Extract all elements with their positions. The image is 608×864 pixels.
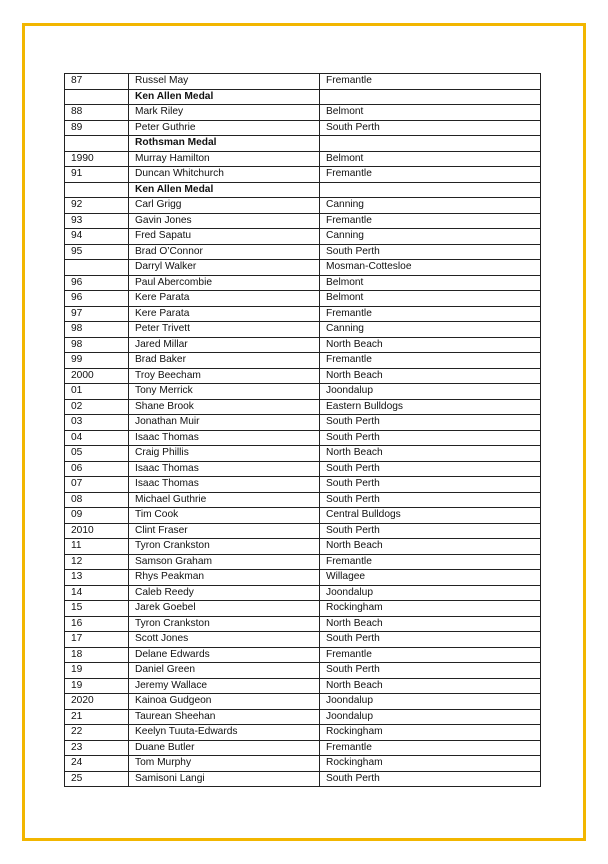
player-cell: Samson Graham [129, 554, 320, 570]
table-row [65, 399, 541, 415]
year-cell: 16 [65, 616, 129, 632]
club-cell: North Beach [320, 446, 541, 462]
club-cell: North Beach [320, 337, 541, 353]
table-row [65, 415, 541, 431]
year-cell: 15 [65, 601, 129, 617]
medal-heading-row [65, 136, 541, 152]
club-cell: Fremantle [320, 167, 541, 183]
club-cell: Mosman-Cottesloe [320, 260, 541, 276]
player-cell: Tim Cook [129, 508, 320, 524]
table-row [65, 740, 541, 756]
club-cell: Central Bulldogs [320, 508, 541, 524]
player-cell: Jonathan Muir [129, 415, 320, 431]
club-cell [320, 89, 541, 105]
year-cell: 19 [65, 678, 129, 694]
year-cell: 03 [65, 415, 129, 431]
table-row [65, 353, 541, 369]
player-cell: Isaac Thomas [129, 430, 320, 446]
year-cell: 89 [65, 120, 129, 136]
year-cell: 06 [65, 461, 129, 477]
medal-winners-table [64, 73, 541, 787]
club-cell: Rockingham [320, 725, 541, 741]
player-cell: Peter Trivett [129, 322, 320, 338]
player-cell: Tyron Crankston [129, 539, 320, 555]
table-row [65, 601, 541, 617]
table-row [65, 647, 541, 663]
player-cell: Rhys Peakman [129, 570, 320, 586]
year-cell: 21 [65, 709, 129, 725]
club-cell: Belmont [320, 291, 541, 307]
club-cell: Rockingham [320, 756, 541, 772]
club-cell [320, 182, 541, 198]
club-cell: South Perth [320, 120, 541, 136]
table-row [65, 244, 541, 260]
table-row [65, 508, 541, 524]
table-row [65, 709, 541, 725]
club-cell: Joondalup [320, 709, 541, 725]
table-row [65, 337, 541, 353]
year-cell: 05 [65, 446, 129, 462]
year-cell [65, 182, 129, 198]
club-cell: Canning [320, 198, 541, 214]
club-cell: South Perth [320, 492, 541, 508]
player-cell: Fred Sapatu [129, 229, 320, 245]
year-cell: 2010 [65, 523, 129, 539]
table-row [65, 492, 541, 508]
player-cell: Duncan Whitchurch [129, 167, 320, 183]
medal-heading-row [65, 182, 541, 198]
table-row [65, 771, 541, 787]
table-row [65, 523, 541, 539]
year-cell: 98 [65, 337, 129, 353]
player-cell: Clint Fraser [129, 523, 320, 539]
year-cell: 18 [65, 647, 129, 663]
club-cell: Fremantle [320, 740, 541, 756]
player-cell: Carl Grigg [129, 198, 320, 214]
club-cell: Belmont [320, 105, 541, 121]
table-row [65, 539, 541, 555]
club-cell: Fremantle [320, 213, 541, 229]
year-cell: 13 [65, 570, 129, 586]
player-cell: Brad Baker [129, 353, 320, 369]
table-row [65, 74, 541, 90]
year-cell: 93 [65, 213, 129, 229]
table-row [65, 570, 541, 586]
medal-heading: Ken Allen Medal [129, 89, 320, 105]
medal-heading: Rothsman Medal [129, 136, 320, 152]
club-cell: Willagee [320, 570, 541, 586]
player-cell: Murray Hamilton [129, 151, 320, 167]
table-row [65, 756, 541, 772]
player-cell: Daniel Green [129, 663, 320, 679]
club-cell: Fremantle [320, 554, 541, 570]
year-cell: 96 [65, 291, 129, 307]
player-cell: Tony Merrick [129, 384, 320, 400]
year-cell: 92 [65, 198, 129, 214]
medal-heading-row [65, 89, 541, 105]
table-row [65, 554, 541, 570]
club-cell: Belmont [320, 275, 541, 291]
year-cell: 17 [65, 632, 129, 648]
player-cell: Peter Guthrie [129, 120, 320, 136]
player-cell: Keelyn Tuuta-Edwards [129, 725, 320, 741]
year-cell: 09 [65, 508, 129, 524]
year-cell: 24 [65, 756, 129, 772]
player-cell: Brad O’Connor [129, 244, 320, 260]
club-cell: South Perth [320, 663, 541, 679]
player-cell: Tom Murphy [129, 756, 320, 772]
year-cell [65, 89, 129, 105]
player-cell: Troy Beecham [129, 368, 320, 384]
club-cell: North Beach [320, 616, 541, 632]
club-cell: Belmont [320, 151, 541, 167]
player-cell: Kere Parata [129, 306, 320, 322]
club-cell: South Perth [320, 461, 541, 477]
year-cell: 98 [65, 322, 129, 338]
club-cell: Canning [320, 229, 541, 245]
table-row [65, 461, 541, 477]
year-cell: 91 [65, 167, 129, 183]
table-row [65, 275, 541, 291]
club-cell: Fremantle [320, 353, 541, 369]
year-cell: 04 [65, 430, 129, 446]
club-cell: South Perth [320, 244, 541, 260]
player-cell: Jarek Goebel [129, 601, 320, 617]
player-cell: Caleb Reedy [129, 585, 320, 601]
table-row [65, 632, 541, 648]
year-cell: 2000 [65, 368, 129, 384]
table-row [65, 260, 541, 276]
table-row [65, 616, 541, 632]
year-cell [65, 260, 129, 276]
player-cell: Isaac Thomas [129, 461, 320, 477]
year-cell: 12 [65, 554, 129, 570]
player-cell: Taurean Sheehan [129, 709, 320, 725]
club-cell: Joondalup [320, 585, 541, 601]
club-cell: South Perth [320, 523, 541, 539]
club-cell: Joondalup [320, 694, 541, 710]
year-cell: 94 [65, 229, 129, 245]
player-cell: Craig Phillis [129, 446, 320, 462]
club-cell: Canning [320, 322, 541, 338]
year-cell: 08 [65, 492, 129, 508]
table-row [65, 229, 541, 245]
player-cell: Gavin Jones [129, 213, 320, 229]
year-cell: 99 [65, 353, 129, 369]
club-cell: South Perth [320, 477, 541, 493]
table-row [65, 368, 541, 384]
club-cell: Fremantle [320, 74, 541, 90]
table-row [65, 694, 541, 710]
table-row [65, 678, 541, 694]
table-row [65, 151, 541, 167]
table-row [65, 384, 541, 400]
player-cell: Jeremy Wallace [129, 678, 320, 694]
table-row [65, 585, 541, 601]
year-cell: 87 [65, 74, 129, 90]
table-row [65, 120, 541, 136]
player-cell: Jared Millar [129, 337, 320, 353]
year-cell: 01 [65, 384, 129, 400]
player-cell: Scott Jones [129, 632, 320, 648]
year-cell: 19 [65, 663, 129, 679]
table-row [65, 477, 541, 493]
club-cell: North Beach [320, 678, 541, 694]
year-cell: 1990 [65, 151, 129, 167]
table-row [65, 167, 541, 183]
player-cell: Duane Butler [129, 740, 320, 756]
year-cell: 95 [65, 244, 129, 260]
player-cell: Russel May [129, 74, 320, 90]
table-body [65, 74, 541, 787]
table-row [65, 430, 541, 446]
player-cell: Darryl Walker [129, 260, 320, 276]
table-row [65, 725, 541, 741]
club-cell: South Perth [320, 430, 541, 446]
year-cell: 07 [65, 477, 129, 493]
club-cell: South Perth [320, 415, 541, 431]
player-cell: Isaac Thomas [129, 477, 320, 493]
player-cell: Kainoa Gudgeon [129, 694, 320, 710]
club-cell: South Perth [320, 771, 541, 787]
club-cell [320, 136, 541, 152]
club-cell: Eastern Bulldogs [320, 399, 541, 415]
player-cell: Shane Brook [129, 399, 320, 415]
club-cell: Joondalup [320, 384, 541, 400]
year-cell: 22 [65, 725, 129, 741]
year-cell: 23 [65, 740, 129, 756]
table-row [65, 213, 541, 229]
club-cell: Fremantle [320, 306, 541, 322]
year-cell: 14 [65, 585, 129, 601]
year-cell [65, 136, 129, 152]
year-cell: 2020 [65, 694, 129, 710]
club-cell: South Perth [320, 632, 541, 648]
player-cell: Paul Abercombie [129, 275, 320, 291]
table-row [65, 105, 541, 121]
player-cell: Delane Edwards [129, 647, 320, 663]
year-cell: 02 [65, 399, 129, 415]
club-cell: North Beach [320, 368, 541, 384]
table-row [65, 291, 541, 307]
player-cell: Kere Parata [129, 291, 320, 307]
club-cell: Rockingham [320, 601, 541, 617]
player-cell: Mark Riley [129, 105, 320, 121]
club-cell: Fremantle [320, 647, 541, 663]
table-row [65, 663, 541, 679]
medal-heading: Ken Allen Medal [129, 182, 320, 198]
table-row [65, 198, 541, 214]
year-cell: 96 [65, 275, 129, 291]
player-cell: Michael Guthrie [129, 492, 320, 508]
table-row [65, 306, 541, 322]
table-row [65, 446, 541, 462]
year-cell: 88 [65, 105, 129, 121]
year-cell: 11 [65, 539, 129, 555]
table-row [65, 322, 541, 338]
year-cell: 25 [65, 771, 129, 787]
player-cell: Samisoni Langi [129, 771, 320, 787]
year-cell: 97 [65, 306, 129, 322]
player-cell: Tyron Crankston [129, 616, 320, 632]
club-cell: North Beach [320, 539, 541, 555]
